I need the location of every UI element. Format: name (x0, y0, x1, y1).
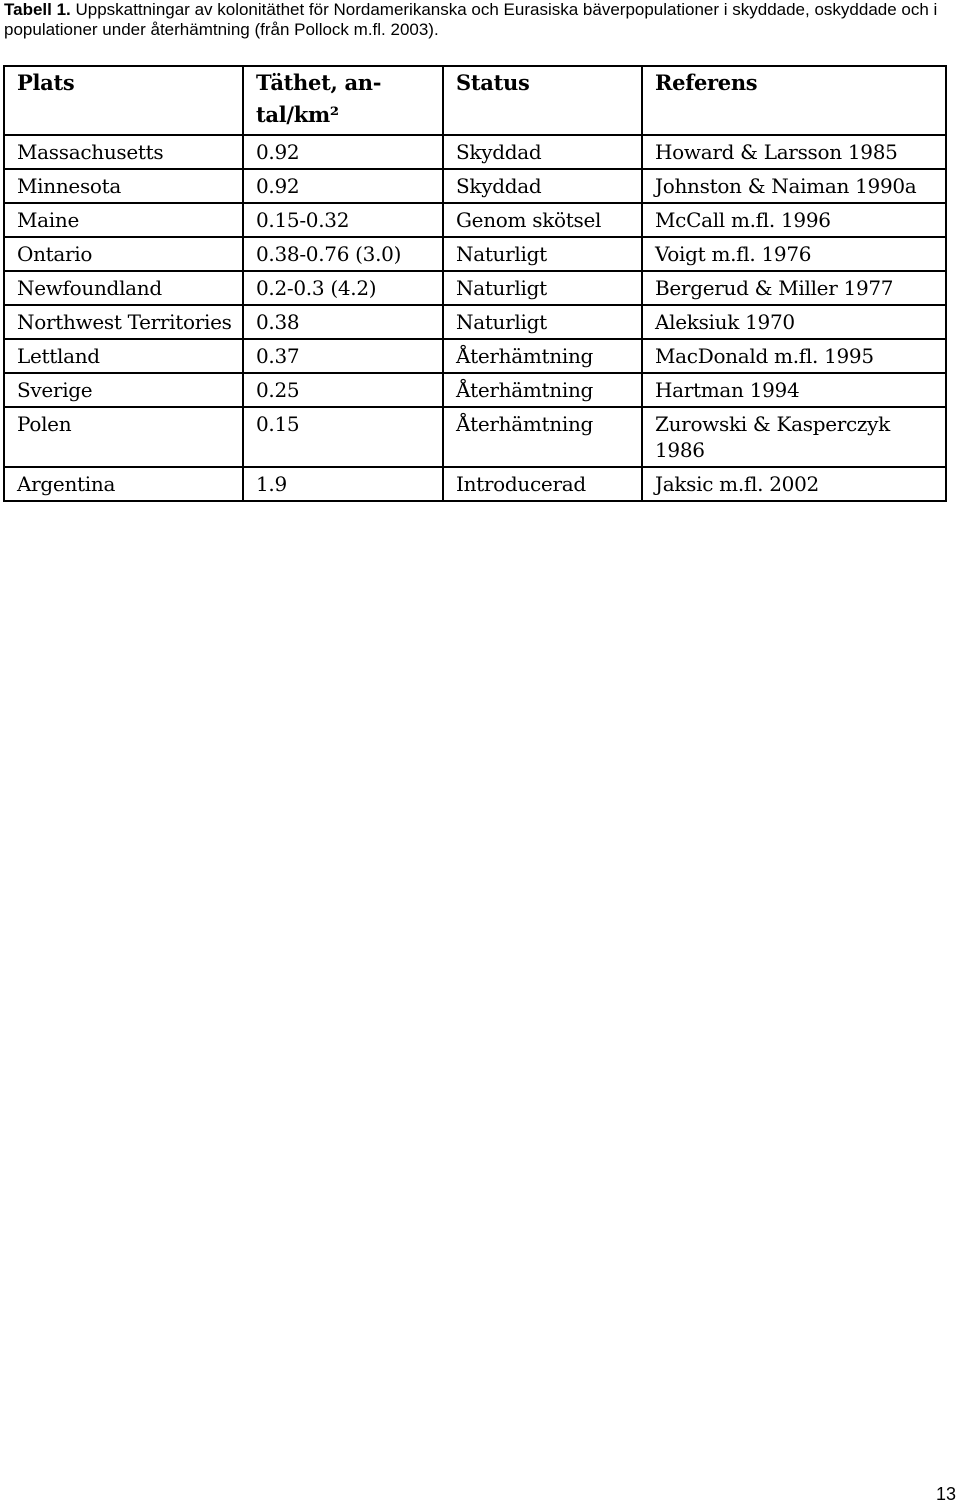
table-row (4, 203, 946, 237)
cell-status: Skyddad (443, 169, 642, 203)
caption-text: Uppskattningar av kolonitäthet för Nordamerikanska och Eurasiska bäverpopulationer i skyddade, oskyddade och i populationer under återhämtning (från Pollock m.fl. 2003). (4, 0, 938, 39)
cell-tathet: 1.9 (243, 467, 443, 501)
header-referens: Referens (642, 66, 946, 135)
cell-plats: Northwest Territories (4, 305, 243, 339)
cell-plats: Ontario (4, 237, 243, 271)
table-row (4, 237, 946, 271)
cell-plats: Minnesota (4, 169, 243, 203)
cell-tathet: 0.92 (243, 169, 443, 203)
table-row (4, 339, 946, 373)
cell-plats: Sverige (4, 373, 243, 407)
cell-tathet: 0.38-0.76 (3.0) (243, 237, 443, 271)
cell-tathet: 0.25 (243, 373, 443, 407)
table-caption (4, 0, 954, 40)
table-row (4, 169, 946, 203)
cell-tathet: 0.2-0.3 (4.2) (243, 271, 443, 305)
cell-tathet: 0.15-0.32 (243, 203, 443, 237)
header-tathet: Täthet, an-tal/km² (243, 66, 443, 135)
cell-status: Återhämtning (443, 407, 642, 467)
cell-status: Introducerad (443, 467, 642, 501)
cell-referens: Johnston & Naiman 1990a (642, 169, 946, 203)
header-plats: Plats (4, 66, 243, 135)
cell-status: Skyddad (443, 135, 642, 169)
page-number: 13 (935, 1484, 956, 1504)
cell-referens: MacDonald m.fl. 1995 (642, 339, 946, 373)
table-header-row (4, 66, 946, 135)
cell-referens: McCall m.fl. 1996 (642, 203, 946, 237)
cell-status: Återhämtning (443, 373, 642, 407)
cell-plats: Massachusetts (4, 135, 243, 169)
cell-tathet: 0.15 (243, 407, 443, 467)
caption-label: Tabell 1. (4, 0, 71, 19)
cell-referens: Howard & Larsson 1985 (642, 135, 946, 169)
cell-plats: Argentina (4, 467, 243, 501)
cell-referens: Zurowski & Kasperczyk 1986 (642, 407, 946, 467)
cell-status: Naturligt (443, 271, 642, 305)
table-row (4, 135, 946, 169)
cell-status: Genom skötsel (443, 203, 642, 237)
cell-status: Återhämtning (443, 339, 642, 373)
header-status: Status (443, 66, 642, 135)
table-row (4, 271, 946, 305)
cell-referens: Bergerud & Miller 1977 (642, 271, 946, 305)
cell-status: Naturligt (443, 237, 642, 271)
cell-referens: Hartman 1994 (642, 373, 946, 407)
cell-status: Naturligt (443, 305, 642, 339)
table-row (4, 407, 946, 467)
cell-plats: Newfoundland (4, 271, 243, 305)
cell-plats: Lettland (4, 339, 243, 373)
table-row (4, 305, 946, 339)
cell-tathet: 0.92 (243, 135, 443, 169)
cell-referens: Voigt m.fl. 1976 (642, 237, 946, 271)
cell-tathet: 0.38 (243, 305, 443, 339)
cell-plats: Maine (4, 203, 243, 237)
table-row (4, 467, 946, 501)
cell-referens: Aleksiuk 1970 (642, 305, 946, 339)
cell-tathet: 0.37 (243, 339, 443, 373)
density-table (3, 65, 947, 502)
cell-plats: Polen (4, 407, 243, 467)
cell-referens: Jaksic m.fl. 2002 (642, 467, 946, 501)
table-row (4, 373, 946, 407)
